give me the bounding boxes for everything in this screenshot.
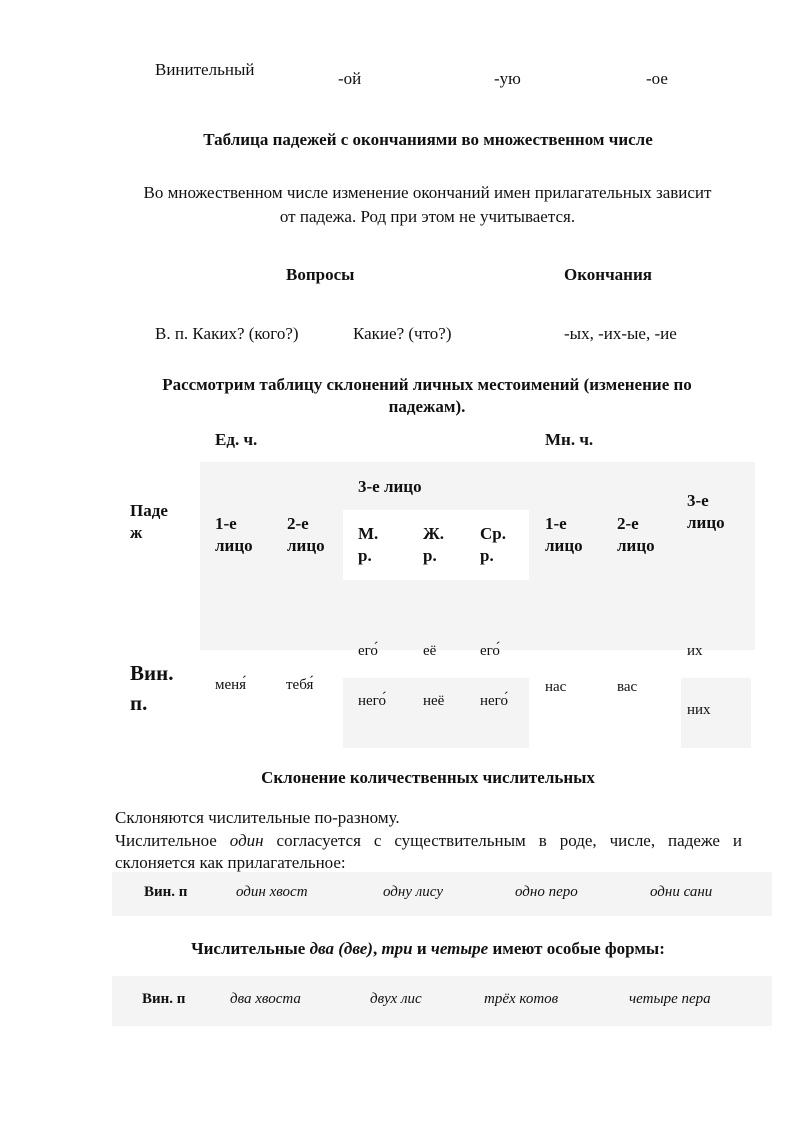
accusative-singular-row: [0, 55, 800, 105]
questions-header: Вопросы: [286, 265, 355, 284]
one-form-plural: одни сани: [650, 884, 713, 900]
numerals-section-title: Склонение количественных числительных: [261, 768, 595, 787]
numerals-line2-post: согласуется с существительным в роде, числе, падеже и склоняется как прилагательное:: [115, 831, 743, 872]
feminine-header: Ж. р.: [423, 524, 445, 565]
plural-endings-cell: -ых, -их-ые, -ие: [564, 324, 677, 343]
singular-header: Ед. ч.: [215, 430, 258, 449]
plural-section-intro: Во множественном числе изменение окончаний имен прилагательных зависит от падежа. Род при этом не учитывается.: [143, 183, 712, 226]
numerals-line2-word: один: [229, 831, 264, 850]
pronoun-us: нас: [545, 679, 567, 695]
special-title-pre: Числительные: [191, 939, 310, 958]
plural-header: Мн. ч.: [545, 430, 594, 449]
third-person-cells-bg: [343, 678, 529, 748]
neuter-header: Ср. р.: [480, 524, 506, 565]
pronoun-him: его́: [358, 643, 378, 659]
sg-first-person-header: 1-е лицо: [215, 514, 253, 555]
pronoun-it: его́: [480, 643, 500, 659]
numeral-special-row: [112, 976, 772, 1026]
one-form-masculine: один хвост: [236, 884, 308, 900]
pronoun-it-after-prep: него́: [480, 693, 508, 709]
numerals-line2-pre: Числительное: [115, 831, 230, 850]
special-title-four: четыре: [430, 939, 489, 958]
ending-masculine: -ой: [338, 69, 362, 88]
plural-section-title: Таблица падежей с окончаниями во множественном числе: [203, 130, 653, 149]
special-row-case: Вин. п: [142, 991, 186, 1007]
question2-cell: Какие? (что?): [353, 324, 452, 343]
special-title-and: и: [412, 939, 431, 958]
numeral-one-row: [112, 872, 772, 916]
pronoun-them-after-prep: них: [687, 702, 711, 718]
case-column-header: Паде ж: [130, 501, 168, 542]
pronoun-him-after-prep: него́: [358, 693, 386, 709]
pronoun-her: её: [423, 643, 437, 659]
sg-second-person-header: 2-е лицо: [287, 514, 325, 555]
pronoun-you-plural: вас: [617, 679, 638, 695]
endings-header: Окончания: [564, 265, 652, 284]
pronoun-them: их: [687, 643, 703, 659]
special-form-four: четыре пера: [629, 991, 711, 1007]
numerals-line1: Склоняются числительные по-разному.: [115, 808, 400, 827]
pl-third-person-header: 3-е лицо: [687, 491, 725, 532]
accusative-case-label: Вин. п.: [130, 661, 174, 715]
one-form-feminine: одну лису: [383, 884, 443, 900]
special-form-three: трёх котов: [484, 991, 559, 1007]
plural-table: [115, 248, 740, 358]
sg-third-person-header: 3-е лицо: [358, 477, 422, 496]
special-title-two: два (две): [309, 939, 373, 958]
pronoun-you: тебя́: [286, 677, 314, 693]
special-form-two: два хвоста: [230, 991, 301, 1007]
pronoun-table: [115, 420, 755, 750]
pl-second-person-header: 2-е лицо: [617, 514, 655, 555]
ending-feminine: -ую: [494, 69, 521, 88]
numerals-line2: [115, 830, 742, 874]
one-row-case: Вин. п: [144, 884, 188, 900]
pronoun-section-title: Рассмотрим таблицу склонений личных местоимений (изменение по падежам).: [162, 375, 692, 416]
pronoun-me: меня́: [215, 677, 247, 693]
pronoun-her-after-prep: неё: [423, 693, 445, 709]
pl-first-person-header: 1-е лицо: [545, 514, 583, 555]
special-form-two-gen: двух лис: [370, 991, 422, 1007]
ending-neuter: -ое: [646, 69, 668, 88]
case-label: Винительный: [155, 60, 255, 79]
one-form-neuter: одно перо: [515, 884, 578, 900]
special-title-post: имеют особые формы:: [488, 939, 665, 958]
special-title-three: три: [381, 939, 413, 958]
special-numerals-title: [0, 939, 800, 959]
case-question-cell: В. п. Каких? (кого?): [155, 324, 299, 343]
special-title-sep: ,: [372, 939, 382, 958]
masculine-header: М. р.: [358, 524, 379, 565]
